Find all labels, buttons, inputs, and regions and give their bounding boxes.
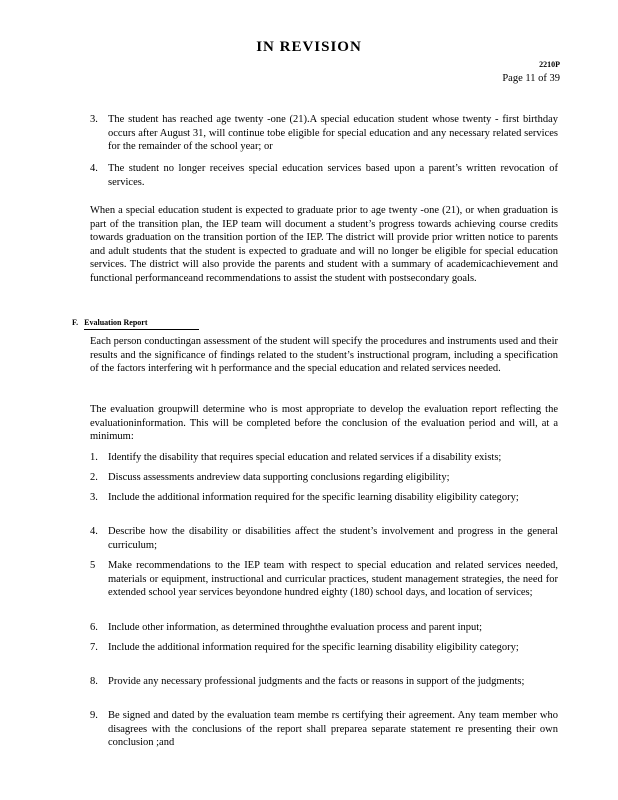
list-item <box>90 491 558 505</box>
paragraph-graduation: When a special education student is expected to graduate prior to age twenty -one (21), or when graduation is part of the transition plan, the IEP team will document a student’s progress towards achieving course credits towards graduation on the transition portion of the IEP. The district will provide prior written notice to parents and adult students that the student is expected to graduate and will no longer be eligible for special education services. The district will also provide the parents and student with a summary of academicachievement and functional performanceand recommendations to assist the student with postsecondary goals. <box>90 205 558 284</box>
list-item <box>90 641 558 655</box>
list-item-number: 7. <box>90 642 98 653</box>
paragraph-evaluation-group: The evaluation groupwill determine who is most appropriate to develop the evaluation report reflecting the evaluationinformation. This will be completed before the conclusion of the evaluation period and will, at a minimum: <box>90 404 558 442</box>
list-item-number: 6. <box>90 622 98 633</box>
list-item <box>90 113 558 154</box>
list-item-number: 9. <box>90 710 98 721</box>
list-item-text: Describe how the disability or disabilities affect the student’s involvement and progress in the general curriculum; <box>108 526 558 551</box>
list-item <box>90 451 558 465</box>
list-item-number: 3. <box>90 114 98 125</box>
section-letter: F. <box>72 318 79 327</box>
list-item-number: 2. <box>90 472 98 483</box>
list-item-number: 4. <box>90 163 98 174</box>
list-item-text: The student no longer receives special education services based upon a parent’s written revocation of services. <box>108 163 558 188</box>
page-number: Page 11 of 39 <box>502 73 560 84</box>
list-item-text: Include the additional information required for the specific learning disability eligibility category; <box>108 492 519 503</box>
section-title: Evaluation Report <box>84 318 199 330</box>
list-item-number: 5 <box>90 560 96 571</box>
list-item-number: 3. <box>90 492 98 503</box>
list-item-text: The student has reached age twenty -one (21).A special education student whose twenty - first birthday occurs after August 31, will continue tobe eligible for special education and any necessary related services for the remainder of the school year; or <box>108 114 558 152</box>
list-item <box>90 525 558 552</box>
list-item <box>90 621 558 635</box>
list-item <box>90 709 558 750</box>
list-item-text: Make recommendations to the IEP team with respect to special education and related services needed, materials or equipment, instructional and curricular practices, student management strategies, the need for extended school year services beyondone hundred eighty (180) school days, and location of services; <box>108 560 558 598</box>
list-item-number: 8. <box>90 676 98 687</box>
list-item <box>90 559 558 600</box>
list-item <box>90 471 558 485</box>
list-item-number: 1. <box>90 452 98 463</box>
document-id: 2210P <box>539 60 560 69</box>
list-item-text: Include other information, as determined throughthe evaluation process and parent input; <box>108 622 483 633</box>
list-item-text: Include the additional information required for the specific learning disability eligibility category; <box>108 642 519 653</box>
list-item <box>90 162 558 189</box>
list-item-text: Identify the disability that requires special education and related services if a disability exists; <box>108 452 502 463</box>
list-item-text: Be signed and dated by the evaluation team membe rs certifying their agreement. Any team member who disagrees with the conclusions of the report shall preparea separate statement re presenting their own conclusion ;and <box>108 710 558 748</box>
paragraph-each-person: Each person conductingan assessment of the student will specify the procedures and instruments used and their results and the significance of findings related to the student’s instructional program, including a specification of the factors interfering wit h performance and the special education and related services needed. <box>90 336 558 374</box>
list-item <box>90 675 558 689</box>
list-item-text: Discuss assessments andreview data supporting conclusions regarding eligibility; <box>108 472 450 483</box>
page-title: IN REVISION <box>256 39 362 55</box>
list-item-text: Provide any necessary professional judgments and the facts or reasons in support of the judgments; <box>108 676 525 687</box>
section-heading <box>72 318 199 330</box>
list-item-number: 4. <box>90 526 98 537</box>
